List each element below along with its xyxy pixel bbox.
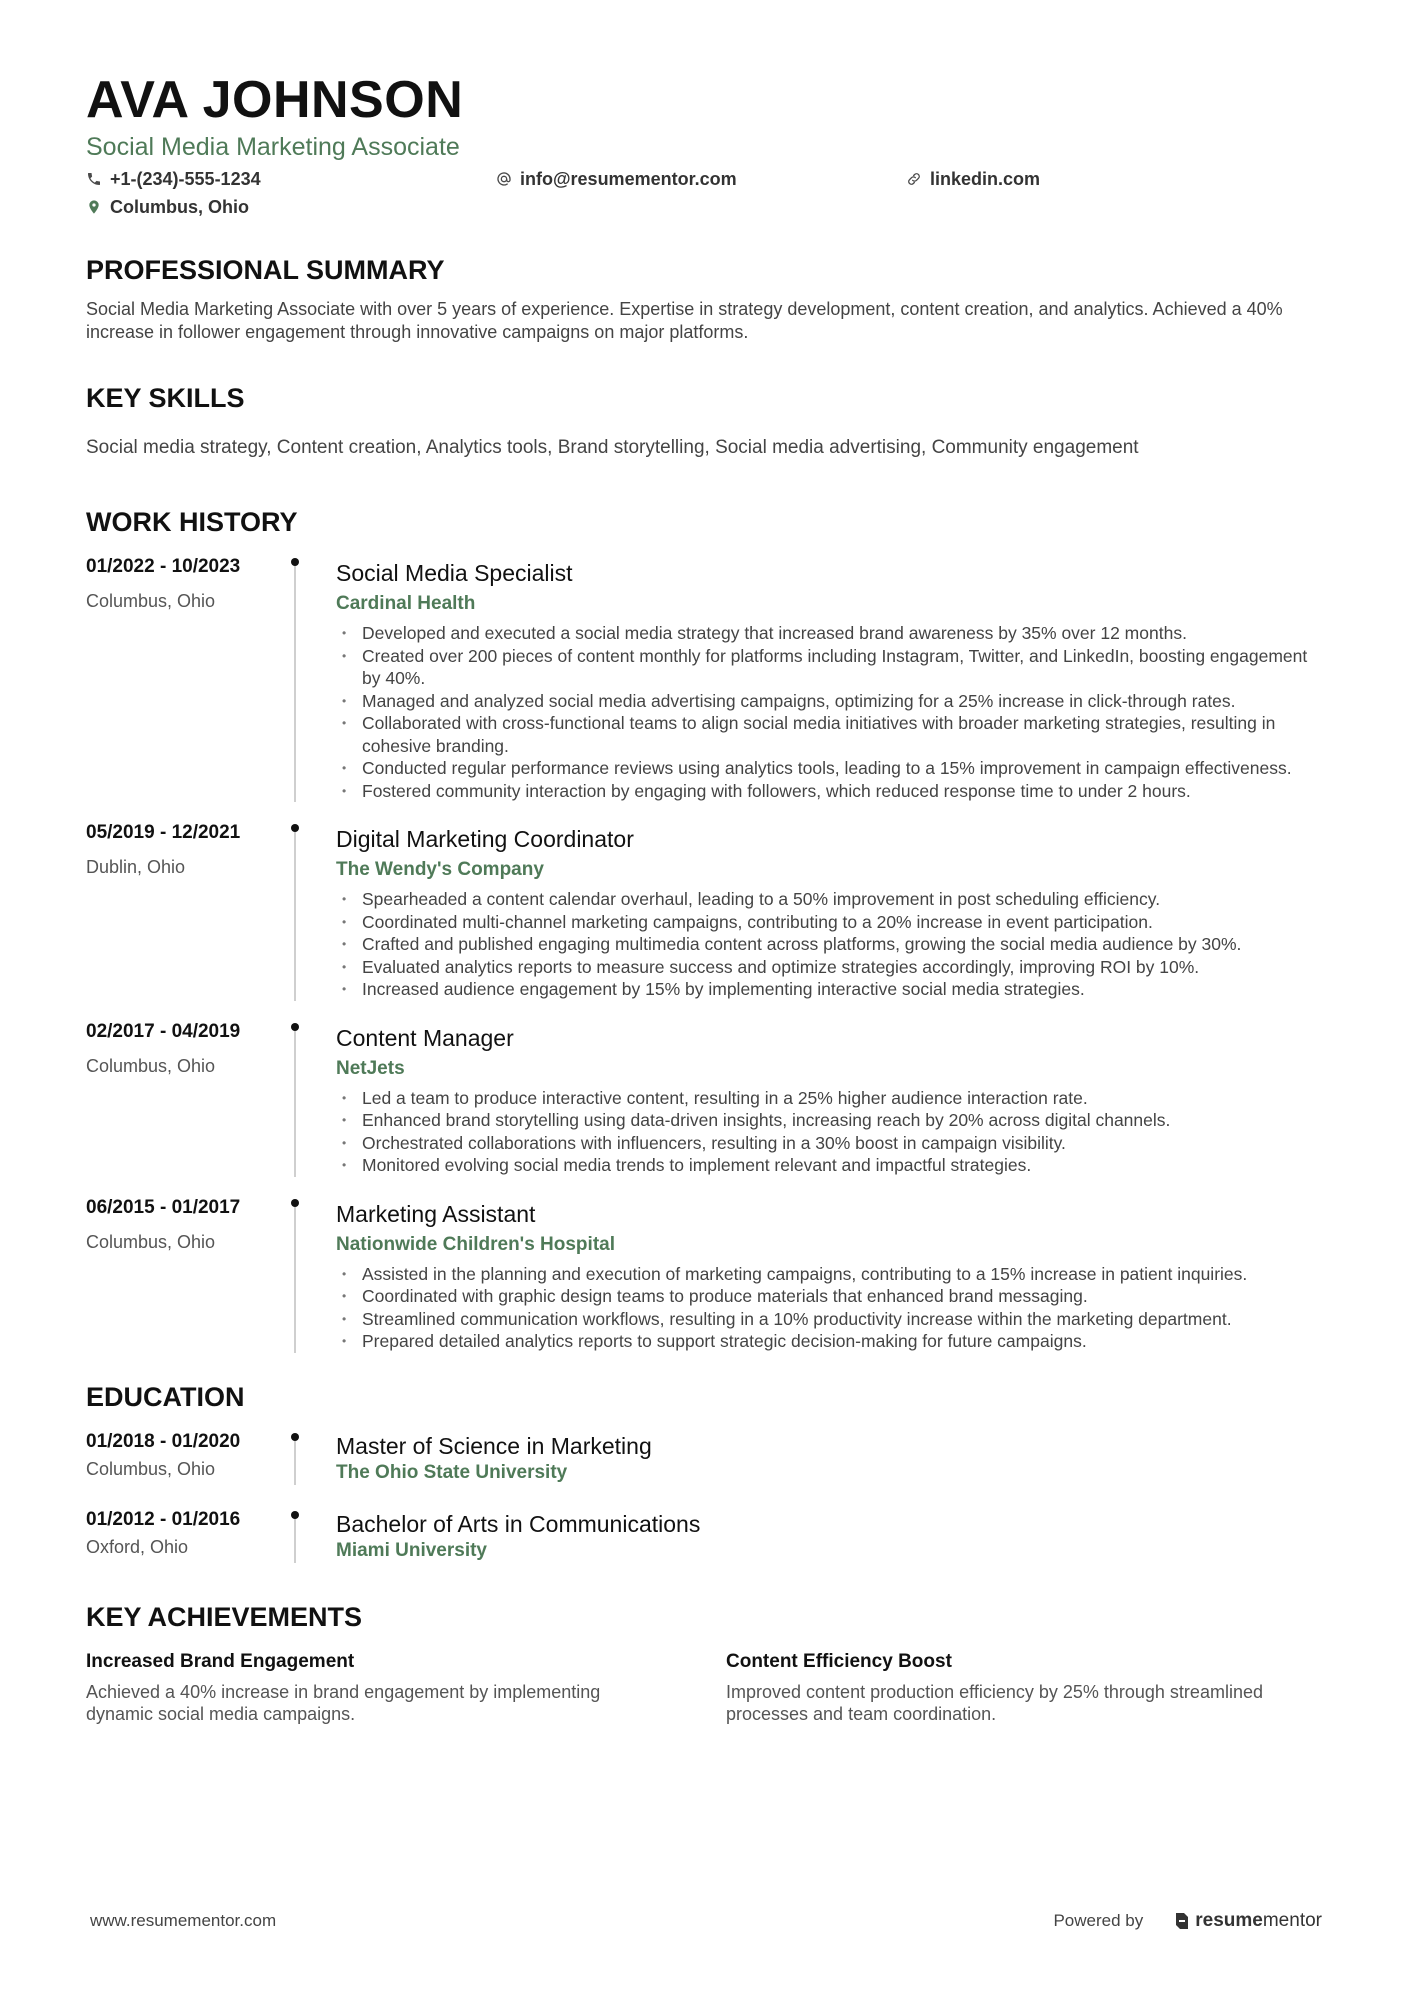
bullet-item: • Managed and analyzed social media advertising campaigns, optimizing for a 25% increase in click-through rates. <box>336 690 1326 713</box>
job-bullets <box>336 622 1326 802</box>
phone-text: +1-(234)-555-1234 <box>110 169 261 189</box>
powered-by <box>1053 1910 1322 1932</box>
bullet-item: • Prepared detailed analytics reports to support strategic decision-making for future campaigns. <box>336 1330 1326 1353</box>
company-name: The Wendy's Company <box>336 859 544 880</box>
brand-name-bold: resume <box>1195 1910 1263 1931</box>
timeline-line <box>294 1437 296 1485</box>
timeline-line <box>294 562 296 802</box>
achievement-item <box>726 1649 1326 1726</box>
work-history-list <box>86 554 1326 1353</box>
work-entry-meta <box>86 820 294 1001</box>
school-name: Miami University <box>336 1539 487 1561</box>
candidate-name: AVA JOHNSON <box>86 71 464 129</box>
timeline-dot <box>291 1433 299 1441</box>
bullet-item: • Fostered community interaction by engaging with followers, which reduced response time to under 2 hours. <box>336 780 1326 803</box>
bullet-item: • Collaborated with cross-functional teams to align social media initiatives with broader marketing strategies, resulting in cohesive branding. <box>336 712 1326 757</box>
education-entry <box>86 1429 1326 1485</box>
phone-icon <box>86 171 102 187</box>
achievement-item <box>86 1649 726 1726</box>
job-title: Marketing Assistant <box>336 1200 536 1227</box>
bullet-item: • Conducted regular performance reviews using analytics tools, leading to a 15% improvement in campaign effectiveness. <box>336 757 1326 780</box>
education-entry-meta <box>86 1429 294 1485</box>
timeline-dot <box>291 1511 299 1519</box>
work-entry-meta <box>86 1195 294 1353</box>
work-entry-meta <box>86 1019 294 1177</box>
work-dates: 05/2019 - 12/2021 <box>86 822 241 843</box>
brand-logo[interactable] <box>1173 1910 1322 1932</box>
work-entry <box>86 1019 1326 1177</box>
bullet-item: • Enhanced brand storytelling using data-driven insights, increasing reach by 20% across digital channels. <box>336 1109 1326 1132</box>
brand-logo-icon <box>1173 1912 1189 1930</box>
achievement-title: Increased Brand Engagement <box>86 1650 355 1672</box>
timeline-dot <box>291 1023 299 1031</box>
resume-content <box>86 70 1326 1726</box>
education-entry <box>86 1507 1326 1563</box>
achievement-text: Achieved a 40% increase in brand engagement by implementing dynamic social media campaigns. <box>86 1681 601 1724</box>
education-location: Columbus, Ohio <box>86 1458 216 1479</box>
work-entry <box>86 1195 1326 1353</box>
work-history-heading: WORK HISTORY <box>86 507 298 537</box>
company-name: NetJets <box>336 1057 405 1079</box>
job-title: Social Media Specialist <box>336 560 573 586</box>
job-bullets <box>336 1087 1326 1177</box>
company-name: Nationwide Children's Hospital <box>336 1233 615 1255</box>
job-title: Content Manager <box>336 1024 514 1051</box>
degree-title: Bachelor of Arts in Communications <box>336 1510 701 1537</box>
location-pin-icon <box>86 199 102 215</box>
work-location: Dublin, Ohio <box>86 857 186 877</box>
summary-text: Social Media Marketing Associate with over 5 years of experience. Expertise in strategy development, content creation, and analytics. Achieved a 40% increase in follower engagement through innovative campaigns on major platforms. <box>86 299 1283 342</box>
bullet-item: • Streamlined communication workflows, resulting in a 10% productivity increase within the marketing department. <box>336 1308 1326 1331</box>
timeline-line <box>294 1515 296 1563</box>
work-entry-details <box>336 1019 1326 1177</box>
achievements-heading: KEY ACHIEVEMENTS <box>86 1601 363 1632</box>
work-entry <box>86 554 1326 802</box>
bullet-item: • Led a team to produce interactive content, resulting in a 25% higher audience interaction rate. <box>336 1087 1326 1110</box>
education-entry-details <box>336 1429 1326 1485</box>
school-name: The Ohio State University <box>336 1461 568 1483</box>
achievement-text: Improved content production efficiency by 25% through streamlined processes and team coordination. <box>726 1681 1263 1724</box>
bullet-item: • Spearheaded a content calendar overhaul, leading to a 50% improvement in post scheduling efficiency. <box>336 888 1326 911</box>
timeline-dot <box>291 824 299 832</box>
education-dates: 01/2018 - 01/2020 <box>86 1430 241 1452</box>
work-dates: 02/2017 - 04/2019 <box>86 1020 241 1042</box>
linkedin-text: linkedin.com <box>930 169 1041 189</box>
phone-contact[interactable] <box>86 166 496 192</box>
job-title: Digital Marketing Coordinator <box>336 826 634 852</box>
work-location: Columbus, Ohio <box>86 1055 216 1076</box>
bullet-item: • Increased audience engagement by 15% by implementing interactive social media strategies. <box>336 978 1326 1001</box>
brand-name-rest: mentor <box>1262 1910 1322 1931</box>
job-bullets <box>336 888 1326 1001</box>
education-location: Oxford, Ohio <box>86 1536 189 1557</box>
location-contact <box>86 194 496 220</box>
timeline-line <box>294 828 296 1001</box>
work-entry-details <box>336 820 1326 1001</box>
at-icon <box>496 171 512 187</box>
bullet-item: • Developed and executed a social media strategy that increased brand awareness by 35% over 12 months. <box>336 622 1326 645</box>
work-dates: 06/2015 - 01/2017 <box>86 1196 241 1218</box>
work-location: Columbus, Ohio <box>86 1231 216 1252</box>
company-name: Cardinal Health <box>336 593 476 614</box>
bullet-item: • Coordinated multi-channel marketing campaigns, contributing to a 20% increase in event participation. <box>336 911 1326 934</box>
work-dates: 01/2022 - 10/2023 <box>86 556 241 577</box>
work-entry-details <box>336 554 1326 802</box>
bullet-item: • Evaluated analytics reports to measure success and optimize strategies accordingly, improving ROI by 10%. <box>336 956 1326 979</box>
timeline-line <box>294 1203 296 1353</box>
education-heading: EDUCATION <box>86 1381 245 1412</box>
link-icon <box>906 171 922 187</box>
achievement-title: Content Efficiency Boost <box>726 1650 952 1672</box>
linkedin-contact[interactable] <box>906 166 1326 192</box>
timeline-dot <box>291 1199 299 1207</box>
bullet-item: • Crafted and published engaging multimedia content across platforms, growing the social media audience by 30%. <box>336 933 1326 956</box>
education-entry-meta <box>86 1507 294 1563</box>
powered-by-label: Powered by <box>1053 1911 1144 1930</box>
timeline-dot <box>291 558 299 566</box>
bullet-item: • Created over 200 pieces of content monthly for platforms including Instagram, Twitter, and LinkedIn, boosting engagement by 40%. <box>336 645 1326 690</box>
education-dates: 01/2012 - 01/2016 <box>86 1508 241 1530</box>
work-location: Columbus, Ohio <box>86 591 216 611</box>
skills-heading: KEY SKILLS <box>86 383 245 413</box>
candidate-title: Social Media Marketing Associate <box>86 133 460 161</box>
bullet-item: • Assisted in the planning and execution of marketing campaigns, contributing to a 15% increase in patient inquiries. <box>336 1263 1326 1286</box>
page-footer <box>90 1910 1322 1932</box>
achievements-grid <box>86 1649 1326 1726</box>
bullet-item: • Orchestrated collaborations with influencers, resulting in a 30% boost in campaign visibility. <box>336 1132 1326 1155</box>
work-entry <box>86 820 1326 1001</box>
degree-title: Master of Science in Marketing <box>336 1432 652 1459</box>
footer-url-link[interactable]: www.resumementor.com <box>90 1911 277 1930</box>
timeline-line <box>294 1027 296 1177</box>
summary-heading: PROFESSIONAL SUMMARY <box>86 255 445 285</box>
work-entry-details <box>336 1195 1326 1353</box>
contact-info <box>86 166 1326 220</box>
bullet-item: • Coordinated with graphic design teams to produce materials that enhanced brand messaging. <box>336 1285 1326 1308</box>
email-contact[interactable] <box>496 166 906 192</box>
job-bullets <box>336 1263 1326 1353</box>
education-entry-details <box>336 1507 1326 1563</box>
skills-text: Social media strategy, Content creation, Analytics tools, Brand storytelling, Social media advertising, Community engagement <box>86 437 1139 458</box>
email-text: info@resumementor.com <box>520 169 737 189</box>
education-list <box>86 1429 1326 1563</box>
work-entry-meta <box>86 554 294 802</box>
bullet-item: • Monitored evolving social media trends to implement relevant and impactful strategies. <box>336 1154 1326 1177</box>
location-text: Columbus, Ohio <box>110 197 249 217</box>
